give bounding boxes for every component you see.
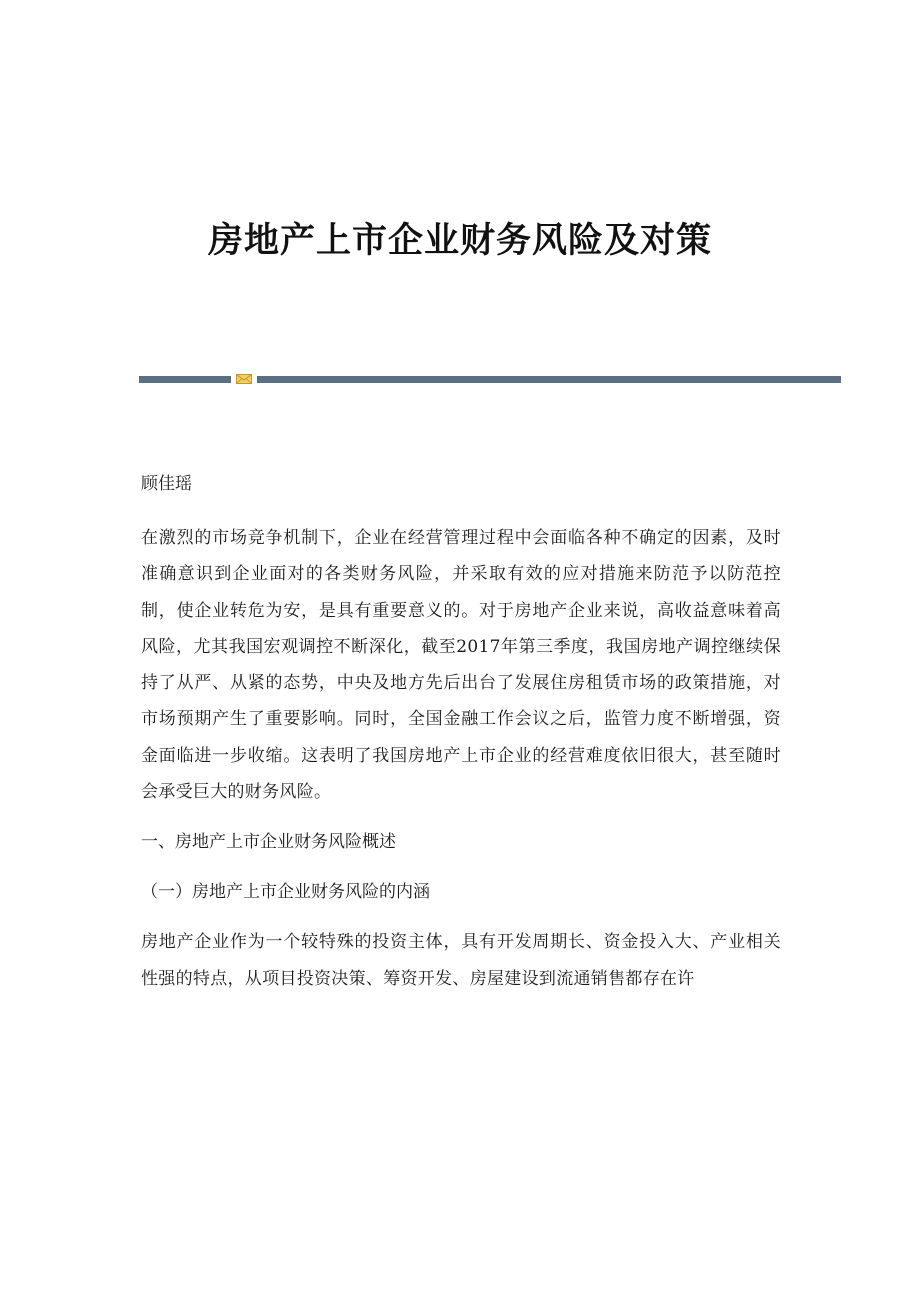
document-title: 房地产上市企业财务风险及对策 (207, 220, 712, 261)
body-paragraph: 房地产企业作为一个较特殊的投资主体，具有开发周期长、资金投入大、产业相关性强的特点，从项目投资决策、筹资开发、房屋建设到流通销售都存在许 (141, 932, 781, 989)
document-body (141, 466, 781, 1011)
title-divider (139, 374, 841, 384)
divider-bar-right (257, 376, 841, 383)
intro-paragraph: 在激烈的市场竞争机制下，企业在经营管理过程中会面临各种不确定的因素，及时准确意识到企业面对的各类财务风险，并采取有效的应对措施来防范予以防范控制，使企业转危为安，是具有重要意义的。对于房地产企业来说，高收益意味着高风险，尤其我国宏观调控不断深化，截至2017年第三季度，我国房地产调控继续保持了从严、从紧的态势，中央及地方先后出台了发展住房租赁市场的政策措施，对市场预期产生了重要影响。同时，全国金融工作会议之后，监管力度不断增强，资金面临进一步收缩。这表明了我国房地产上市企业的经营难度依旧很大，甚至随时会承受巨大的财务风险。 (141, 528, 781, 803)
subsection-heading: （一）房地产上市企业财务风险的内涵 (141, 882, 430, 903)
section-heading: 一、房地产上市企业财务风险概述 (141, 832, 396, 853)
divider-bar-left (139, 376, 231, 383)
author-name: 顾佳瑶 (141, 474, 192, 494)
envelope-icon (236, 374, 252, 384)
